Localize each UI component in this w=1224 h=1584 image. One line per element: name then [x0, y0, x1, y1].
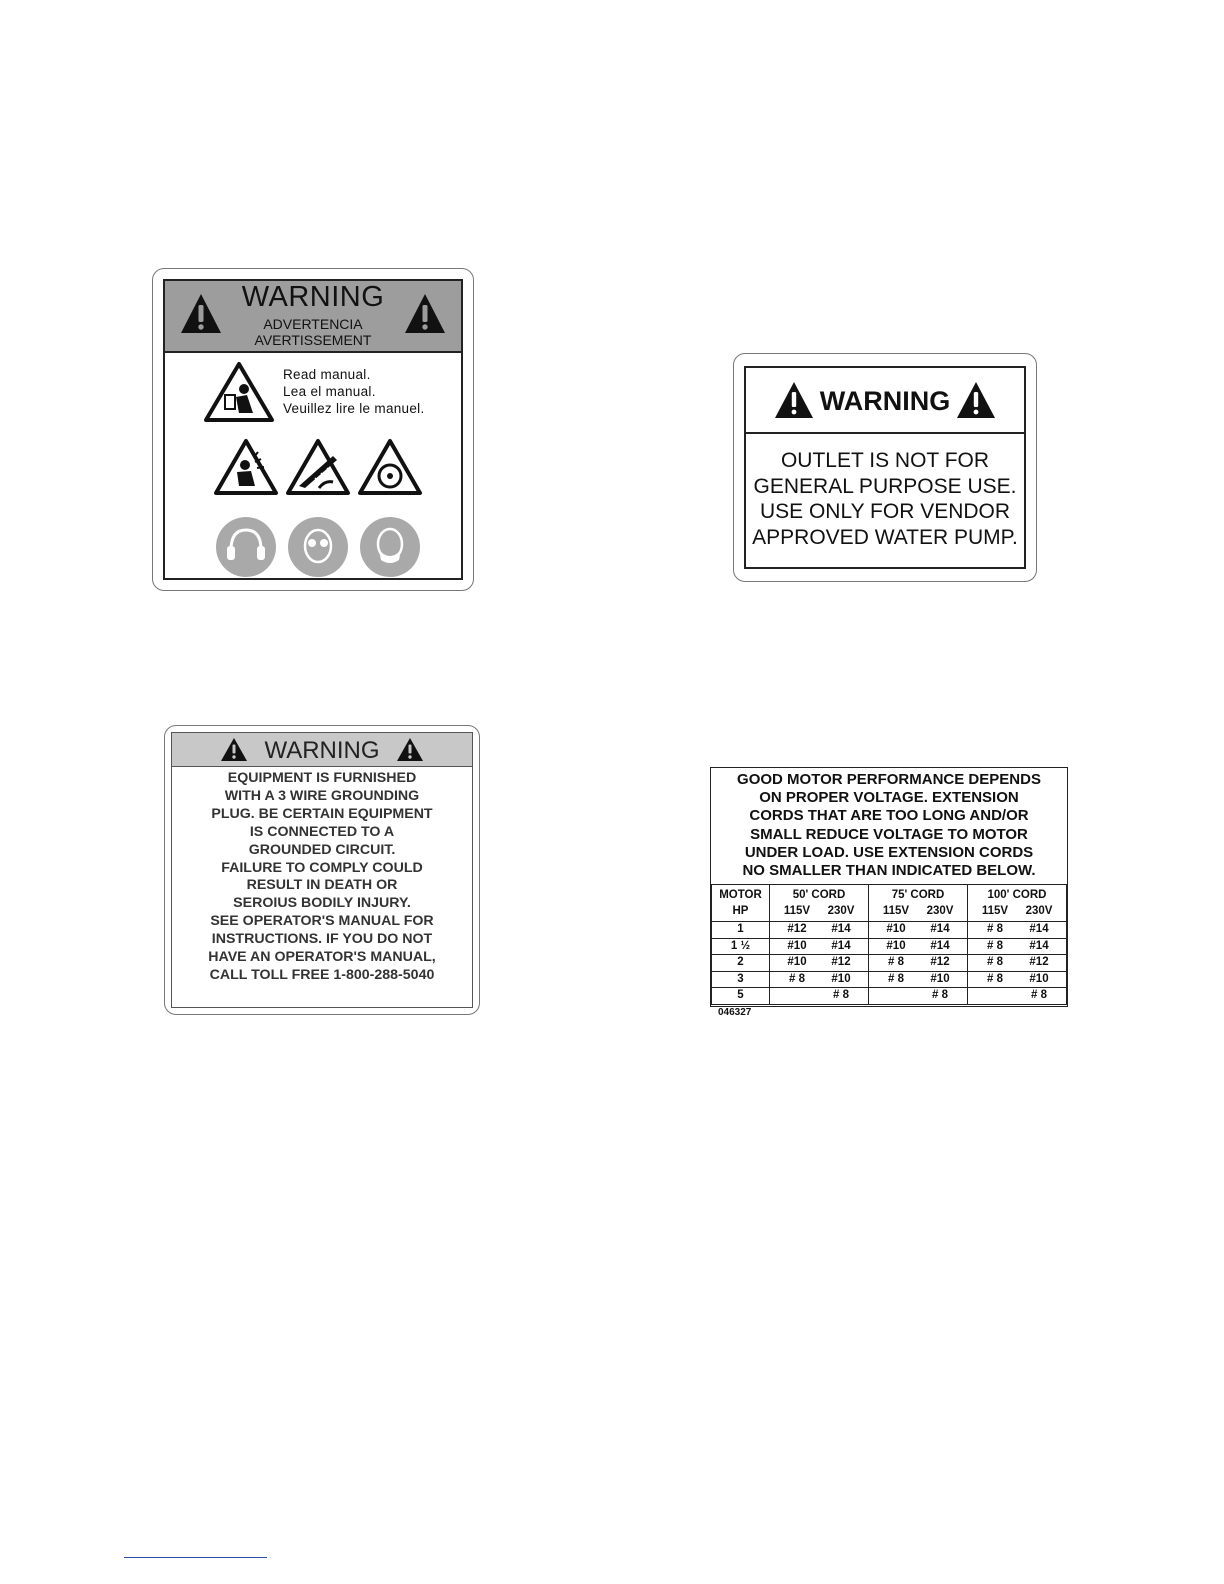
footnote-separator: [124, 1557, 267, 1558]
cord-75-header: [869, 885, 968, 922]
wire-gauge-cell: [869, 955, 968, 972]
gauge-115v: # 8: [987, 939, 1003, 952]
message-line: OUTLET IS NOT FOR: [780, 449, 990, 472]
gauge-230v: #14: [930, 923, 950, 936]
wire-gauge-cell: [770, 922, 869, 939]
cord-length: 50' CORD: [792, 889, 846, 901]
message-line: SMALL REDUCE VOLTAGE TO MOTOR: [750, 825, 1028, 843]
gauge-230v: # 8: [833, 989, 849, 1002]
rotating-blade-hazard-icon: [357, 438, 423, 496]
motor-hp-cell: 1: [712, 922, 770, 939]
header-line: HP: [732, 905, 749, 917]
warning-message: [172, 770, 472, 985]
message-line: INSTRUCTIONS. IF YOU DO NOT: [211, 931, 433, 948]
grounding-warning-decal: [164, 725, 480, 1015]
decal-frame: [744, 366, 1026, 569]
wire-gauge-cell: [770, 955, 869, 972]
message-line: SEE OPERATOR'S MANUAL FOR: [210, 913, 434, 930]
read-manual-french: Veuillez lire le manuel.: [283, 401, 425, 416]
message-line: HAVE AN OPERATOR'S MANUAL,: [208, 949, 436, 966]
gauge-115v: # 8: [888, 956, 904, 969]
message-line: NO SMALLER THAN INDICATED BELOW.: [742, 862, 1036, 880]
warning-heading-french: AVERTISSEMENT: [254, 332, 372, 348]
gauge-230v: #12: [930, 956, 950, 969]
motor-hp-header: [712, 885, 770, 922]
cord-size-table: [711, 884, 1067, 1005]
read-manual-text: [283, 366, 425, 417]
message-line: RESULT IN DEATH OR: [246, 877, 398, 894]
wire-gauge-cell: [968, 988, 1067, 1005]
wire-gauge-cell: [770, 988, 869, 1005]
gauge-230v: #12: [1029, 956, 1049, 969]
message-line: GOOD MOTOR PERFORMANCE DEPENDS: [737, 771, 1041, 788]
message-line: GROUNDED CIRCUIT.: [248, 841, 396, 858]
decal-frame: [710, 767, 1068, 1007]
warning-triangle-icon: [396, 737, 424, 762]
gauge-115v: #10: [886, 923, 906, 936]
gauge-115v: #12: [787, 923, 807, 936]
voltage-label: 115V: [981, 905, 1009, 917]
gauge-115v: [782, 988, 812, 1003]
gauge-230v: #14: [1029, 923, 1049, 936]
message-line: IS CONNECTED TO A: [249, 823, 395, 840]
message-line: SEROIUS BODILY INJURY.: [233, 895, 411, 912]
gauge-115v: [881, 988, 911, 1003]
gauge-115v: #10: [787, 939, 807, 952]
gauge-115v: # 8: [987, 923, 1003, 936]
read-manual-icon: [203, 361, 275, 423]
gauge-115v: # 8: [987, 972, 1003, 985]
eye-protection-icon: [287, 516, 349, 578]
gauge-115v: #10: [787, 956, 807, 969]
gauge-230v: #14: [831, 923, 851, 936]
decal-frame: [171, 732, 473, 1008]
message-line: CALL TOLL FREE 1-800-288-5040: [209, 966, 435, 983]
table-row: [712, 971, 1067, 988]
warning-heading: WARNING: [241, 281, 385, 313]
cord-length: 75' CORD: [891, 889, 945, 901]
gauge-115v: #10: [886, 939, 906, 952]
wire-gauge-cell: [968, 955, 1067, 972]
wire-gauge-cell: [869, 922, 968, 939]
voltage-label: 230V: [1025, 905, 1053, 917]
motor-hp-cell: 3: [712, 971, 770, 988]
gauge-230v: # 8: [1031, 989, 1047, 1002]
motor-hp-cell: 5: [712, 988, 770, 1005]
gauge-230v: #12: [831, 956, 851, 969]
message-line: APPROVED WATER PUMP.: [752, 525, 1018, 549]
gauge-230v: # 8: [932, 989, 948, 1002]
message-line: PLUG. BE CERTAIN EQUIPMENT: [211, 805, 433, 822]
warning-header: [165, 281, 461, 353]
gauge-115v: # 8: [987, 956, 1003, 969]
message-line: GENERAL PURPOSE USE.: [753, 474, 1017, 498]
motor-hp-cell: 2: [712, 955, 770, 972]
table-header-row: [712, 885, 1067, 922]
warning-triangle-icon: [403, 292, 447, 336]
warning-header: [172, 733, 472, 767]
message-line: UNDER LOAD. USE EXTENSION CORDS: [744, 843, 1034, 861]
table-row: [712, 988, 1067, 1005]
warning-heading-spanish: ADVERTENCIA: [263, 316, 363, 332]
warning-triangle-icon: [956, 381, 996, 419]
voltage-label: 115V: [882, 905, 910, 917]
wire-gauge-cell: [869, 988, 968, 1005]
motor-hp-cell: 1 ½: [712, 938, 770, 955]
extension-cord-decal: [710, 767, 1068, 1007]
gauge-115v: [980, 988, 1010, 1003]
read-manual-english: Read manual.: [283, 367, 371, 382]
gauge-230v: #14: [831, 939, 851, 952]
decal-frame: [163, 279, 463, 580]
hearing-protection-icon: [215, 516, 277, 578]
gauge-230v: #10: [831, 972, 851, 985]
voltage-label: 230V: [827, 905, 855, 917]
gauge-230v: #14: [930, 939, 950, 952]
part-number: 046327: [718, 1007, 752, 1018]
wire-gauge-cell: [869, 971, 968, 988]
wire-gauge-cell: [968, 971, 1067, 988]
cord-100-header: [968, 885, 1067, 922]
table-row: [712, 922, 1067, 939]
table-row: [712, 938, 1067, 955]
message-line: USE ONLY FOR VENDOR: [759, 500, 1011, 523]
gauge-230v: #10: [1029, 972, 1049, 985]
multilingual-warning-decal: [152, 268, 474, 591]
wire-gauge-cell: [968, 922, 1067, 939]
voltage-label: 115V: [783, 905, 811, 917]
warning-message: [746, 448, 1024, 550]
gauge-115v: # 8: [789, 972, 805, 985]
cord-50-header: [770, 885, 869, 922]
voltage-label: 230V: [926, 905, 954, 917]
header-line: MOTOR: [719, 889, 762, 901]
wire-gauge-cell: [869, 938, 968, 955]
outlet-warning-decal: [733, 353, 1037, 582]
warning-heading: WARNING: [819, 386, 951, 416]
warning-heading: WARNING: [264, 737, 380, 764]
gauge-230v: #10: [930, 972, 950, 985]
wire-gauge-cell: [968, 938, 1067, 955]
cord-length: 100' CORD: [987, 889, 1047, 901]
table-row: [712, 955, 1067, 972]
message-line: CORDS THAT ARE TOO LONG AND/OR: [749, 807, 1029, 825]
message-line: ON PROPER VOLTAGE. EXTENSION: [759, 789, 1019, 807]
cutting-hazard-icon: [285, 438, 351, 496]
wire-gauge-cell: [770, 971, 869, 988]
warning-header: [746, 368, 1024, 434]
wire-gauge-cell: [770, 938, 869, 955]
read-manual-spanish: Lea el manual.: [283, 384, 376, 399]
message-line: FAILURE TO COMPLY COULD: [221, 859, 423, 876]
flying-debris-hazard-icon: [213, 438, 279, 496]
cord-guidance-text: [711, 771, 1067, 880]
message-line: EQUIPMENT IS FURNISHED: [227, 770, 417, 786]
gauge-230v: #14: [1029, 939, 1049, 952]
gauge-115v: # 8: [888, 972, 904, 985]
respiratory-protection-icon: [359, 516, 421, 578]
message-line: WITH A 3 WIRE GROUNDING: [224, 787, 420, 804]
